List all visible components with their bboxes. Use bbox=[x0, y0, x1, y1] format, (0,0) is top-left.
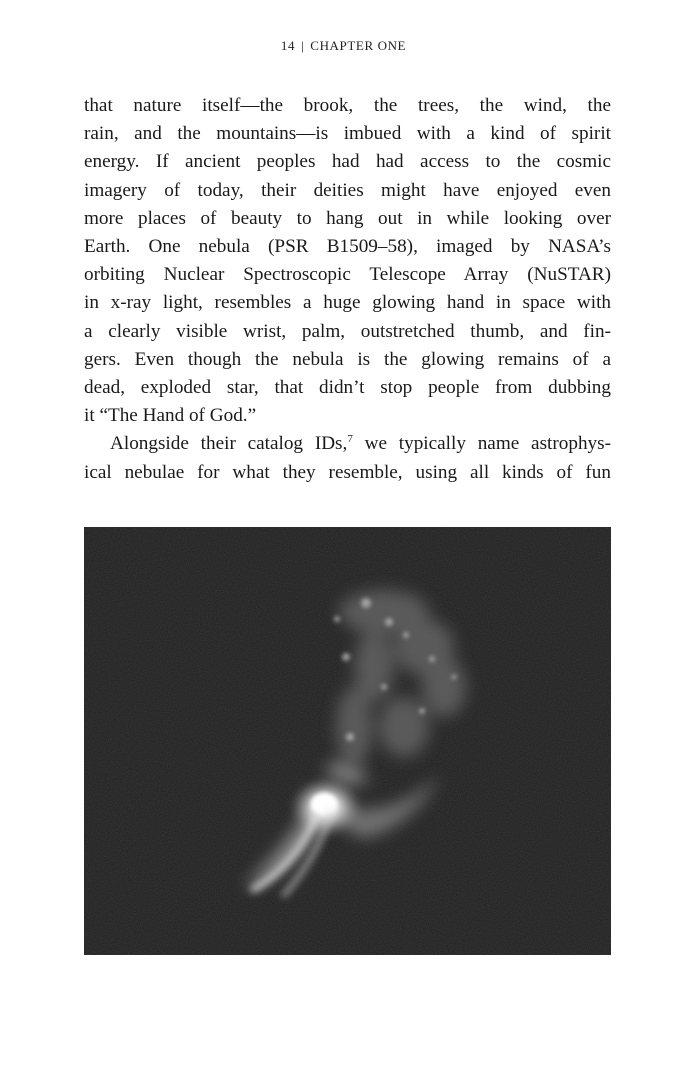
text-line: a clearly visible wrist, palm, outstretched thumb, and fin- bbox=[84, 320, 611, 342]
text-line: in x-ray light, resembles a huge glowing hand in space with bbox=[84, 292, 611, 314]
footnote-marker[interactable]: 7 bbox=[347, 433, 353, 446]
text-fragment: Alongside their catalog IDs, bbox=[110, 433, 348, 455]
text-line: ical nebulae for what they resemble, using all kinds of fun bbox=[84, 461, 611, 483]
text-line: orbiting Nuclear Spectroscopic Telescope Array (NuSTAR) bbox=[84, 264, 611, 286]
chapter-title: CHAPTER ONE bbox=[310, 38, 407, 53]
text-line: gers. Even though the nebula is the glowing remains of a bbox=[84, 348, 611, 370]
page-number: 14 bbox=[280, 38, 296, 53]
text-fragment: we typically name astrophys- bbox=[352, 433, 611, 455]
text-line: rain, and the mountains—is imbued with a kind of spirit bbox=[84, 123, 611, 145]
text-line bbox=[84, 430, 611, 458]
running-head bbox=[0, 38, 687, 54]
text-line: that nature itself—the brook, the trees, the wind, the bbox=[84, 95, 611, 116]
paragraph-2 bbox=[84, 430, 611, 486]
paragraph-1 bbox=[84, 92, 611, 430]
nebula-image bbox=[84, 527, 611, 955]
running-head-separator: | bbox=[301, 38, 305, 53]
body-text bbox=[84, 92, 611, 487]
text-line: energy. If ancient peoples had had access to the cosmic bbox=[84, 151, 611, 173]
text-line: more places of beauty to hang out in while looking over bbox=[84, 207, 611, 229]
nebula-figure bbox=[84, 527, 611, 955]
text-line: Earth. One nebula (PSR B1509–58), imaged by NASA’s bbox=[84, 236, 611, 258]
text-line: imagery of today, their deities might have enjoyed even bbox=[84, 179, 611, 201]
text-line: it “The Hand of God.” bbox=[84, 405, 257, 427]
text-line: dead, exploded star, that didn’t stop people from dubbing bbox=[84, 377, 611, 399]
